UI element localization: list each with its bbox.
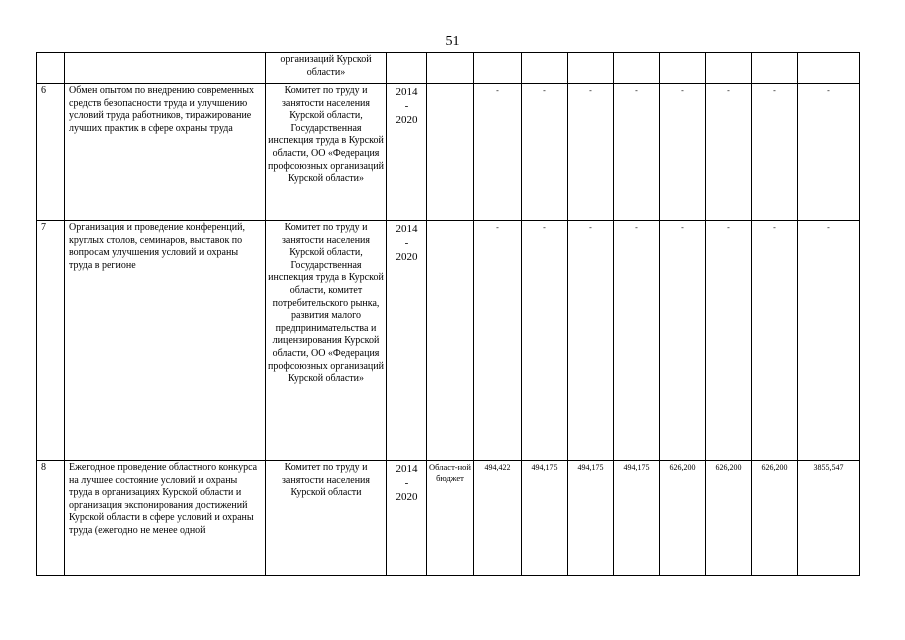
year-sep: - xyxy=(404,237,409,249)
row-number-cell: 6 xyxy=(37,84,65,221)
implementation-period-cell xyxy=(387,53,427,84)
executor-cell: Комитет по труду и занятости населения Курской области xyxy=(266,461,387,576)
funding-value-cell xyxy=(474,53,522,84)
funding-value-cell: 494,175 xyxy=(614,461,660,576)
funding-value-cell: 3855,547 xyxy=(798,461,860,576)
implementation-period-cell xyxy=(387,84,427,221)
executor-cell: Комитет по труду и занятости населения Курской области, Государственная инспекция труда в Курской области, ОО «Федерация профсоюзных организаций Курской области» xyxy=(266,84,387,221)
funding-value-cell: 494,422 xyxy=(474,461,522,576)
funding-value-cell: 626,200 xyxy=(660,461,706,576)
row-number-cell: 7 xyxy=(37,221,65,461)
funding-value-cell: 494,175 xyxy=(568,461,614,576)
funding-value-cell xyxy=(706,53,752,84)
funding-value-cell: - xyxy=(568,84,614,221)
table-row xyxy=(37,84,860,221)
table-row xyxy=(37,53,860,84)
funding-value-cell: - xyxy=(798,84,860,221)
page-number: 51 xyxy=(445,34,460,49)
funding-value-cell: - xyxy=(522,84,568,221)
funding-value-cell xyxy=(568,53,614,84)
funding-value-cell: - xyxy=(614,221,660,461)
funding-value-cell: - xyxy=(706,84,752,221)
funding-value-cell xyxy=(614,53,660,84)
year-sep: - xyxy=(404,100,409,112)
funding-value-cell: - xyxy=(474,221,522,461)
funding-value-cell: - xyxy=(614,84,660,221)
table-row xyxy=(37,221,860,461)
program-table xyxy=(36,52,860,576)
funding-value-cell: - xyxy=(660,84,706,221)
measure-description-cell xyxy=(65,53,266,84)
table-row xyxy=(37,461,860,576)
funding-value-cell xyxy=(522,53,568,84)
funding-source-cell xyxy=(427,84,474,221)
year-end: 2020 xyxy=(395,114,418,126)
funding-value-cell: 626,200 xyxy=(752,461,798,576)
funding-source-cell xyxy=(427,221,474,461)
funding-value-cell: - xyxy=(798,221,860,461)
year-end: 2020 xyxy=(395,251,418,263)
funding-source-cell: Област-ной бюджет xyxy=(427,461,474,576)
funding-value-cell: - xyxy=(752,84,798,221)
year-end: 2020 xyxy=(395,491,418,503)
year-sep: - xyxy=(404,477,409,489)
funding-value-cell: - xyxy=(752,221,798,461)
funding-value-cell: - xyxy=(474,84,522,221)
measure-description-cell: Ежегодное проведение областного конкурса на лучшее состояние условий и охраны труда в организациях Курской области и организация экспонирования достижений Курской области в сфере условий и охраны труда (ежегодно не менее одной xyxy=(65,461,266,576)
funding-value-cell: - xyxy=(706,221,752,461)
funding-value-cell: - xyxy=(660,221,706,461)
implementation-period-cell xyxy=(387,461,427,576)
funding-value-cell xyxy=(752,53,798,84)
year-start: 2014 xyxy=(395,463,418,475)
row-number-cell: 8 xyxy=(37,461,65,576)
row-number-cell xyxy=(37,53,65,84)
executor-cell: организаций Курской области» xyxy=(266,53,387,84)
executor-cell: Комитет по труду и занятости населения Курской области, Государственная инспекция труда в Курской области, комитет потребительского рынка, развития малого предпринимательства и лицензирования Курской области, ОО «Федерация профсоюзных организаций Курской области» xyxy=(266,221,387,461)
implementation-period-cell xyxy=(387,221,427,461)
funding-value-cell: - xyxy=(568,221,614,461)
measure-description-cell: Организация и проведение конференций, круглых столов, семинаров, выставок по вопросам улучшения условий и охраны труда в регионе xyxy=(65,221,266,461)
funding-source-cell xyxy=(427,53,474,84)
funding-value-cell: 626,200 xyxy=(706,461,752,576)
funding-value-cell xyxy=(798,53,860,84)
year-start: 2014 xyxy=(395,223,418,235)
funding-value-cell: 494,175 xyxy=(522,461,568,576)
measure-description-cell: Обмен опытом по внедрению современных средств безопасности труда и улучшению условий труда работников, тиражирование лучших практик в сфере охраны труда xyxy=(65,84,266,221)
year-start: 2014 xyxy=(395,86,418,98)
funding-value-cell xyxy=(660,53,706,84)
funding-value-cell: - xyxy=(522,221,568,461)
